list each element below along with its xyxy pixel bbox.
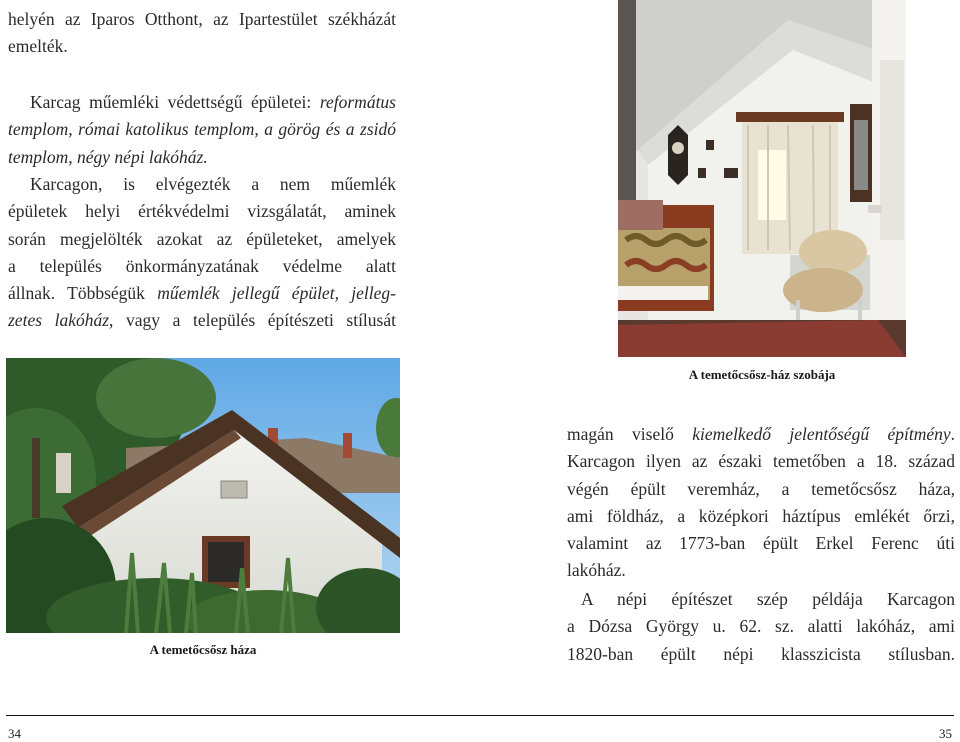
text-line: lakóház. xyxy=(567,560,626,581)
right-page-number: 35 xyxy=(939,726,952,741)
text-line: a település önkormányzatának védelme alatt xyxy=(8,255,396,276)
cemetery-keeper-room-photo xyxy=(618,0,906,357)
text-line: valamint az 1773-ban épült Erkel Ferenc úti xyxy=(567,533,955,554)
left-paragraph-1 xyxy=(8,6,396,61)
text-line: 1820-ban épült népi klasszicista stílusban. xyxy=(567,643,955,664)
text-line: helyén az Iparos Otthont, az Ipartestület székházát xyxy=(8,9,396,29)
right-paragraph-2 xyxy=(567,586,955,668)
text-line: Karcagon ilyen az északi temetőben a 18. század xyxy=(567,451,955,472)
text-line: épületek helyi értékvédelmi vizsgálatát, aminek xyxy=(8,201,396,222)
text-line: a Dózsa György u. 62. sz. alatti lakóház, ami xyxy=(567,616,955,637)
text-line: során megjelölték azokat az épületeket, amelyek xyxy=(8,228,396,249)
left-paragraph-3 xyxy=(8,171,396,335)
text-line: templom, négy népi lakóház. xyxy=(8,146,208,167)
text-line: állnak. Többségük műemlék jellegű épület, jelleg- xyxy=(8,283,396,304)
text-line: Karcag műemléki védettségű épületei: református xyxy=(30,92,396,112)
text-line: Karcagon, is elvégezték a nem műemlék xyxy=(30,174,396,194)
text-line: emelték. xyxy=(8,36,68,57)
text-line: ami földház, a középkori háztípus emlékét őrzi, xyxy=(567,505,955,526)
footer-rule xyxy=(6,715,954,716)
text-line: zetes lakóház, vagy a település építészeti stílusát xyxy=(8,310,396,331)
right-paragraph-1 xyxy=(567,421,955,585)
left-photo-caption: A temetőcsősz háza xyxy=(149,642,257,657)
left-paragraph-2 xyxy=(8,89,396,171)
right-photo-caption: A temetőcsősz-ház szobája xyxy=(688,367,836,382)
text-line: végén épült veremház, a temetőcsősz háza, xyxy=(567,478,955,499)
text-line: templom, római katolikus templom, a görög és a zsidó xyxy=(8,119,396,140)
text-line: magán viselő kiemelkedő jelentőségű építmény. xyxy=(567,424,956,444)
left-page-number: 34 xyxy=(8,726,21,741)
text-line: A népi építészet szép példája Karcagon xyxy=(581,589,955,609)
cemetery-keeper-house-photo xyxy=(6,358,400,633)
